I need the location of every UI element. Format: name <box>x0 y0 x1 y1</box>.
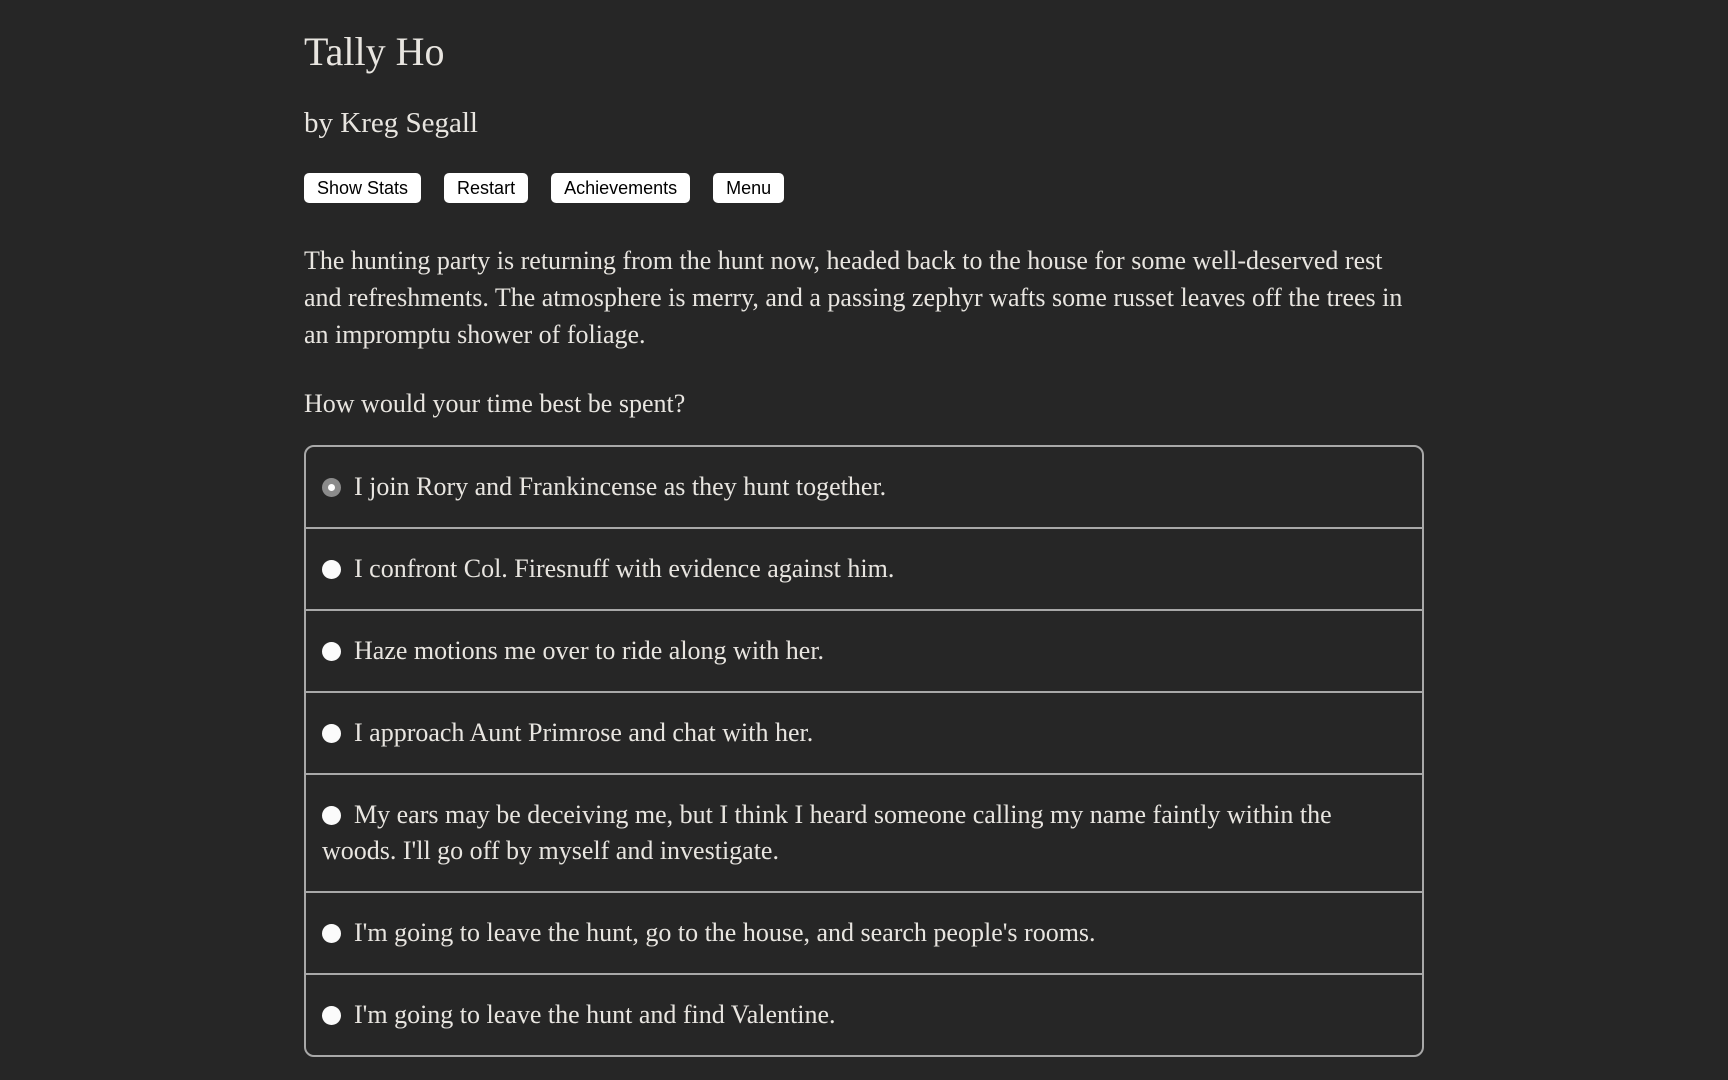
achievements-button[interactable]: Achievements <box>551 173 690 203</box>
page-title: Tally Ho <box>304 29 445 74</box>
toolbar <box>304 173 1424 203</box>
choice-option[interactable] <box>306 527 1422 609</box>
show-stats-button[interactable]: Show Stats <box>304 173 421 203</box>
choice-question: How would your time best be spent? <box>304 389 686 418</box>
choice-option-label: I confront Col. Firesnuff with evidence against him. <box>354 554 895 583</box>
byline: by Kreg Segall <box>304 107 478 139</box>
story-paragraph: The hunting party is returning from the hunt now, headed back to the house for some well-deserved rest and refreshments. The atmosphere is merry, and a passing zephyr wafts some russet leaves off the trees in an impromptu shower of foliage. <box>304 246 1403 349</box>
radio-button-icon[interactable] <box>322 724 341 743</box>
choice-option[interactable] <box>306 691 1422 773</box>
choice-option[interactable] <box>306 447 1422 527</box>
choice-option[interactable] <box>306 891 1422 973</box>
choice-option-label: I'm going to leave the hunt, go to the house, and search people's rooms. <box>354 918 1096 947</box>
game-content <box>304 0 1424 1057</box>
radio-button-selected-icon[interactable] <box>322 478 341 497</box>
radio-button-icon[interactable] <box>322 1006 341 1025</box>
choice-list <box>304 445 1424 1057</box>
radio-button-icon[interactable] <box>322 560 341 579</box>
choice-option[interactable] <box>306 973 1422 1055</box>
restart-button[interactable]: Restart <box>444 173 528 203</box>
choice-option-label: Haze motions me over to ride along with her. <box>354 636 825 665</box>
menu-button[interactable]: Menu <box>713 173 784 203</box>
radio-button-icon[interactable] <box>322 924 341 943</box>
choice-option[interactable] <box>306 609 1422 691</box>
radio-button-icon[interactable] <box>322 806 341 825</box>
choice-option-label: My ears may be deceiving me, but I think I heard someone calling my name faintly within the woods. I'll go off by myself and investigate. <box>322 800 1332 865</box>
radio-button-icon[interactable] <box>322 642 341 661</box>
choice-option-label: I join Rory and Frankincense as they hunt together. <box>354 472 887 501</box>
choice-option-label: I'm going to leave the hunt and find Valentine. <box>354 1000 836 1029</box>
choice-option-label: I approach Aunt Primrose and chat with her. <box>354 718 814 747</box>
choice-option[interactable] <box>306 773 1422 891</box>
